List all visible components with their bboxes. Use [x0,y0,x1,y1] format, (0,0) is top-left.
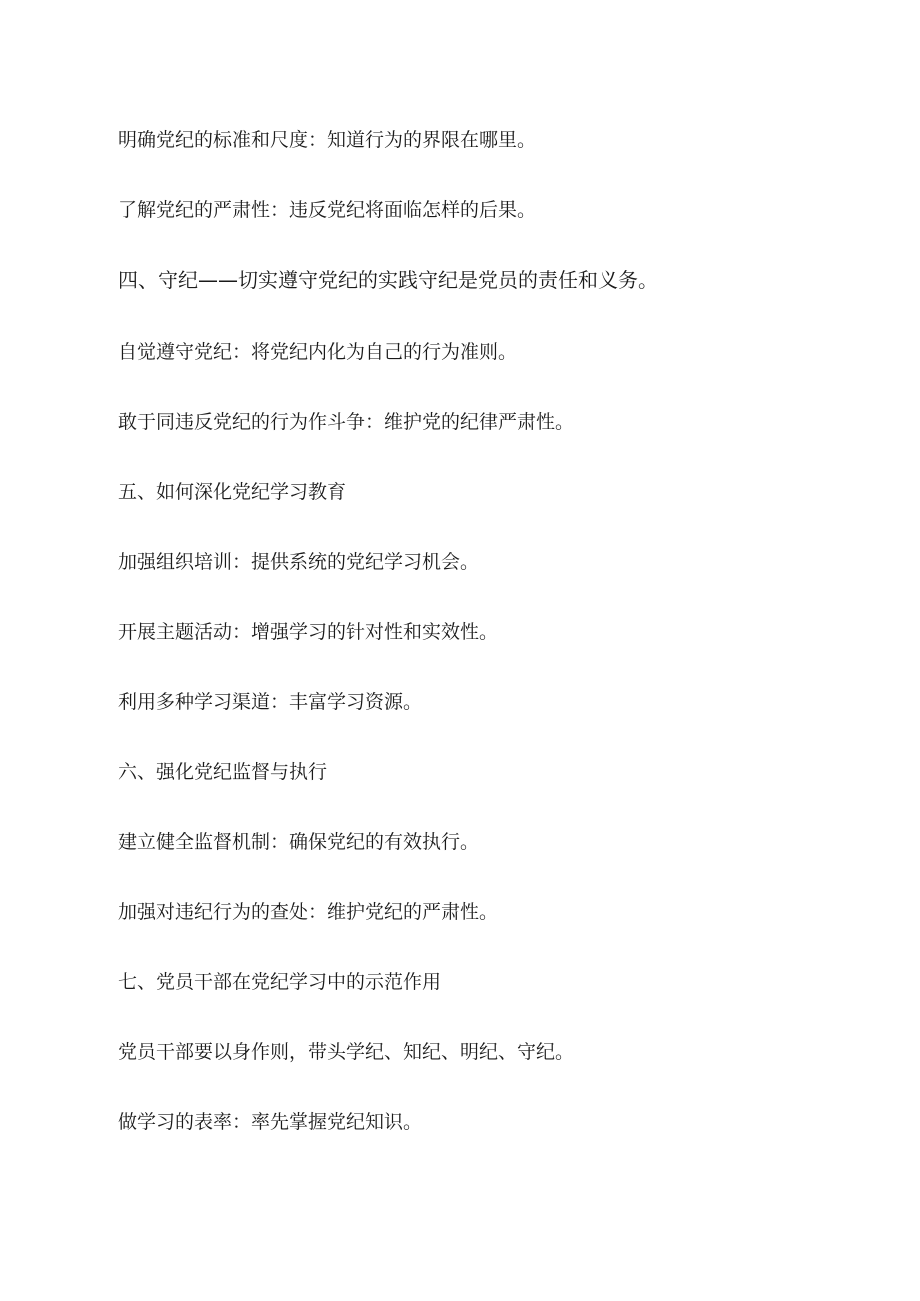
paragraph-6: 开展主题活动：增强学习的针对性和实效性。 [118,621,499,643]
paragraph-3: 自觉遵守党纪：将党纪内化为自己的行为准则。 [118,341,518,363]
paragraph-1: 明确党纪的标准和尺度：知道行为的界限在哪里。 [118,129,537,151]
section-heading-6: 六、强化党纪监督与执行 [118,761,328,783]
paragraph-7: 利用多种学习渠道：丰富学习资源。 [118,691,423,713]
paragraph-11: 做学习的表率：率先掌握党纪知识。 [118,1111,423,1133]
section-heading-5: 五、如何深化党纪学习教育 [118,481,347,503]
section-heading-4: 四、守纪——切实遵守党纪的实践守纪是党员的责任和义务。 [118,268,658,292]
paragraph-9: 加强对违纪行为的查处：维护党纪的严肃性。 [118,901,499,923]
paragraph-10: 党员干部要以身作则，带头学纪、知纪、明纪、守纪。 [118,1041,575,1063]
paragraph-5: 加强组织培训：提供系统的党纪学习机会。 [118,551,480,573]
section-heading-7: 七、党员干部在党纪学习中的示范作用 [118,971,442,993]
paragraph-4: 敢于同违反党纪的行为作斗争：维护党的纪律严肃性。 [118,411,575,433]
paragraph-2: 了解党纪的严肃性：违反党纪将面临怎样的后果。 [118,199,537,221]
paragraph-8: 建立健全监督机制：确保党纪的有效执行。 [118,831,480,853]
